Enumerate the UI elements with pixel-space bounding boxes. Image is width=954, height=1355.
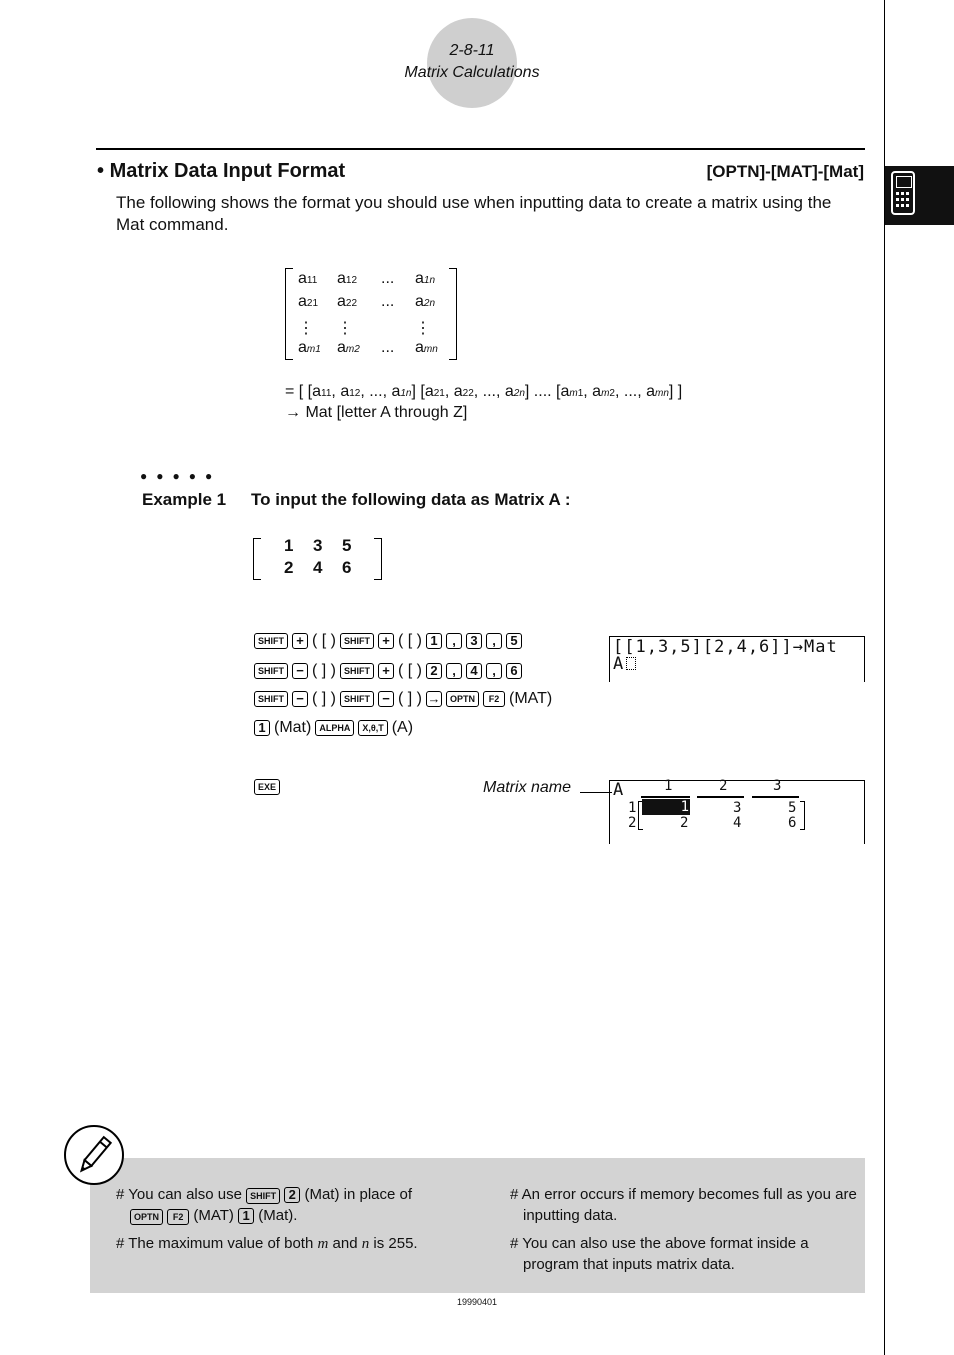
general-matrix-cell: am1 bbox=[298, 339, 321, 356]
screen2-right bbox=[864, 780, 865, 844]
key-label: (MAT) bbox=[509, 690, 553, 707]
general-matrix-cell: ... bbox=[381, 339, 395, 356]
screen2-cell: 3 bbox=[733, 800, 743, 816]
two-key: 2 bbox=[284, 1187, 300, 1203]
general-matrix-cell: a1n bbox=[415, 270, 436, 287]
general-matrix-cell: ... bbox=[381, 270, 395, 287]
example-matrix-right-bracket bbox=[374, 538, 382, 580]
matrix-name-label: Matrix name bbox=[483, 779, 572, 796]
screen2-row-header: 1 bbox=[628, 800, 638, 816]
general-matrix-cell: amn bbox=[415, 339, 438, 356]
comma-key: , bbox=[486, 633, 502, 649]
comma-key: , bbox=[446, 633, 462, 649]
key-label: (Mat) bbox=[274, 719, 312, 736]
general-matrix-cell: ⋮ bbox=[337, 320, 353, 337]
general-matrix-cell: a11 bbox=[298, 270, 318, 287]
calculator-icon bbox=[891, 171, 915, 215]
screen2-row-header: 2 bbox=[628, 815, 638, 831]
matrix-name-leader bbox=[580, 792, 612, 793]
screen2-cell: 2 bbox=[680, 815, 690, 831]
key-label: ( [ ) bbox=[398, 632, 422, 649]
screen2-matrix-name: A bbox=[613, 780, 625, 800]
footer-code: 19990401 bbox=[456, 1297, 498, 1307]
screen1-left bbox=[609, 636, 610, 682]
general-matrix-cell: ⋮ bbox=[298, 320, 314, 337]
shift-key: SHIFT bbox=[254, 663, 288, 679]
screen2-top bbox=[609, 780, 865, 781]
minus-key: − bbox=[292, 691, 308, 707]
key-5: 5 bbox=[506, 633, 522, 649]
ex-matrix-cell: 6 bbox=[342, 558, 352, 577]
key-label: ( [ ) bbox=[398, 662, 422, 679]
note-2: # The maximum value of both m and n is 255. bbox=[116, 1235, 418, 1252]
optn-key: OPTN bbox=[446, 691, 479, 707]
one-key: 1 bbox=[238, 1208, 254, 1224]
optn-key: OPTN bbox=[130, 1209, 163, 1225]
key-4: 4 bbox=[466, 663, 482, 679]
matrix-left-bracket bbox=[285, 268, 293, 360]
screen2-col-header: 1 bbox=[664, 778, 674, 794]
key-label: ( ] ) bbox=[312, 662, 336, 679]
shift-key: SHIFT bbox=[246, 1188, 280, 1204]
general-matrix-cell: a2n bbox=[415, 293, 436, 310]
key-6: 6 bbox=[506, 663, 522, 679]
note-1: # You can also use SHIFT 2 (Mat) in place of OPTN F2 (MAT) 1 (Mat). bbox=[116, 1186, 413, 1224]
ex-matrix-cell: 4 bbox=[313, 558, 323, 577]
ex-matrix-cell: 3 bbox=[313, 536, 323, 555]
ex-matrix-cell: 1 bbox=[284, 536, 294, 555]
section-title bbox=[97, 160, 345, 183]
screen2-left bbox=[609, 780, 610, 844]
minus-key: − bbox=[378, 691, 394, 707]
general-matrix-cell: a22 bbox=[337, 293, 358, 310]
key-line-2 bbox=[254, 662, 522, 680]
alpha-key: ALPHA bbox=[315, 720, 354, 736]
general-matrix-cell: a21 bbox=[298, 293, 319, 310]
header-circle bbox=[427, 18, 517, 108]
screen2-cell-selected[interactable]: 1 bbox=[642, 799, 690, 815]
key-1: 1 bbox=[254, 720, 270, 736]
key-label: ( [ ) bbox=[312, 632, 336, 649]
general-matrix-cell: ... bbox=[381, 293, 395, 310]
col-underline bbox=[641, 796, 690, 798]
screen2-col-header: 3 bbox=[773, 778, 783, 794]
key-3: 3 bbox=[466, 633, 482, 649]
screen1-line-2: A bbox=[613, 654, 636, 674]
formula-line-2: → Mat [letter A through Z] bbox=[285, 404, 468, 421]
col-underline bbox=[752, 796, 799, 798]
shift-key: SHIFT bbox=[254, 633, 288, 649]
menu-path: [OPTN]-[MAT]-[Mat] bbox=[706, 162, 864, 181]
cursor-icon bbox=[626, 657, 636, 670]
comma-key: , bbox=[486, 663, 502, 679]
key-2: 2 bbox=[426, 663, 442, 679]
key-label: (A) bbox=[391, 719, 414, 736]
general-matrix-cell: ⋮ bbox=[415, 320, 431, 337]
screen2-col-header: 2 bbox=[719, 778, 729, 794]
shift-key: SHIFT bbox=[340, 691, 374, 707]
key-line-1 bbox=[254, 632, 522, 650]
key-line-4 bbox=[254, 719, 413, 737]
col-underline bbox=[697, 796, 744, 798]
example-dots: ●●●●● bbox=[140, 469, 222, 483]
note-3: # An error occurs if memory becomes full as you are inputting data. bbox=[510, 1186, 857, 1224]
key-label: ( ] ) bbox=[312, 690, 336, 707]
screen1-line-1: [[1,3,5][2,4,6]]→Mat bbox=[613, 637, 838, 657]
screen2-cell: 5 bbox=[788, 800, 798, 816]
general-matrix-cell: am2 bbox=[337, 339, 360, 356]
key-line-exe bbox=[254, 779, 280, 795]
example-text: To input the following data as Matrix A : bbox=[251, 490, 571, 509]
arrow-key: → bbox=[427, 691, 441, 706]
key-1: 1 bbox=[426, 633, 442, 649]
section-title-text: Matrix Data Input Format bbox=[109, 160, 346, 182]
key-label: ( ] ) bbox=[398, 690, 422, 707]
exe-key: EXE bbox=[254, 779, 280, 795]
plus-key: + bbox=[378, 633, 394, 649]
section-name: Matrix Calculations bbox=[404, 64, 540, 81]
bullet: • bbox=[97, 160, 105, 182]
f2-key: F2 bbox=[483, 691, 505, 707]
example-matrix-left-bracket bbox=[253, 538, 261, 580]
shift-key: SHIFT bbox=[340, 633, 374, 649]
intro-paragraph: The following shows the format you should use when inputting data to create a matrix using the Mat command. bbox=[116, 193, 832, 234]
page-number: 2-8-11 bbox=[449, 42, 495, 59]
formula-line-1: = [ [a11, a12, ..., a1n] [a21, a22, ..., a2n] .... [am1, am2, ..., amn] ] bbox=[285, 383, 683, 400]
plus-key: + bbox=[378, 663, 394, 679]
pencil-icon bbox=[64, 1125, 124, 1185]
screen2-cell: 6 bbox=[788, 815, 798, 831]
ex-matrix-cell: 5 bbox=[342, 536, 352, 555]
note-4: # You can also use the above format inside a program that inputs matrix data. bbox=[510, 1235, 809, 1273]
general-matrix-cell: a12 bbox=[337, 270, 358, 287]
chapter-tab bbox=[885, 166, 954, 225]
minus-key: − bbox=[292, 663, 308, 679]
comma-key: , bbox=[446, 663, 462, 679]
key-line-3 bbox=[254, 690, 552, 708]
plus-key: + bbox=[292, 633, 308, 649]
xthetat-key: X,θ,T bbox=[358, 720, 387, 736]
shift-key: SHIFT bbox=[340, 663, 374, 679]
screen2-right-bracket bbox=[800, 801, 805, 830]
ex-matrix-cell: 2 bbox=[284, 558, 294, 577]
f2-key: F2 bbox=[167, 1209, 189, 1225]
matrix-right-bracket bbox=[449, 268, 457, 360]
screen1-right bbox=[864, 636, 865, 682]
screen2-cell: 4 bbox=[733, 815, 743, 831]
section-rule bbox=[96, 148, 865, 150]
shift-key: SHIFT bbox=[254, 691, 288, 707]
example-label: Example 1 bbox=[142, 490, 227, 509]
